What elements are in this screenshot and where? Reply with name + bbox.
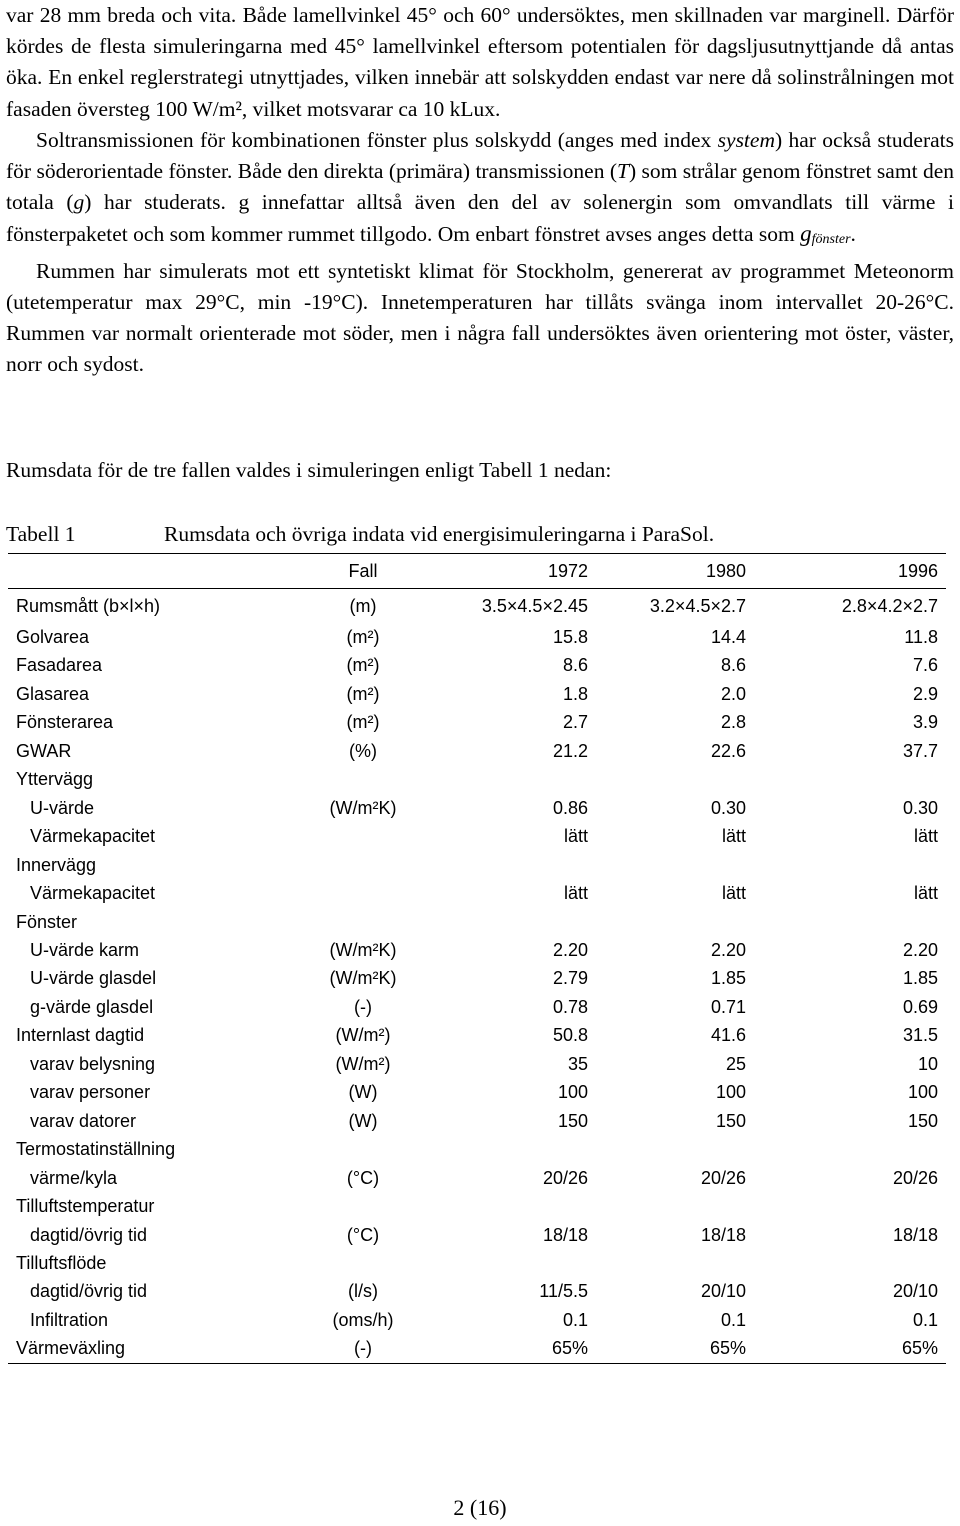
row-value-1972 — [438, 851, 596, 879]
row-value-1980: 0.30 — [710, 797, 746, 818]
row-value-1996 — [754, 1192, 946, 1220]
row-value-1996: 2.20 — [902, 939, 938, 960]
row-value-1972: 100 — [557, 1082, 588, 1103]
row-value-1996: 7.6 — [912, 655, 938, 676]
paragraph-2-text-e: . — [850, 222, 856, 247]
row-value-1980: 20/10 — [700, 1281, 746, 1302]
table-row — [8, 822, 946, 850]
row-unit: (m²) — [346, 627, 380, 647]
row-value-1980: 25 — [725, 1053, 746, 1074]
table-row — [8, 1192, 946, 1220]
row-value-1996 — [754, 1249, 946, 1277]
row-value-1996: lätt — [913, 883, 938, 904]
row-name: Värmeväxling — [8, 1334, 288, 1363]
row-value-1980 — [596, 1249, 754, 1277]
body-text — [6, 0, 954, 380]
row-value-1972: 11/5.5 — [539, 1281, 588, 1302]
row-value-1972: 65% — [438, 1334, 596, 1363]
table-row — [8, 879, 946, 907]
table-intro: Rumsdata för de tre fallen valdes i simuleringen enligt Tabell 1 nedan: — [6, 458, 612, 482]
row-value-1980 — [596, 908, 754, 936]
table-row — [8, 1107, 946, 1135]
row-value-1980 — [596, 851, 754, 879]
row-value-1980: 2.8 — [720, 712, 746, 733]
table-body — [8, 589, 946, 1364]
table-row — [8, 708, 946, 736]
row-value-1980: lätt — [721, 883, 746, 904]
row-unit — [288, 1249, 438, 1277]
row-value-1972: 35 — [567, 1053, 588, 1074]
row-unit — [288, 908, 438, 936]
paragraph-1: var 28 mm breda och vita. Både lamellvinkel 45° och 60° undersöktes, men skillnaden var marginell. Därför kördes de flesta simuleringarna med 45° lamellvinkel eftersom potentialen för dagsljusutnyttjande då antas öka. En enkel reglerstrategi utnyttjades, vilken innebär att solskydden endast var nere då solinstrålningen mot fasaden översteg 100 W/m², vilket motsvarar ca 10 kLux. — [6, 3, 954, 121]
table-row — [8, 765, 946, 793]
row-value-1996: lätt — [913, 826, 938, 847]
row-value-1996: 11.8 — [904, 627, 938, 647]
table-row — [8, 936, 946, 964]
header-1996: 1996 — [754, 554, 946, 589]
row-name: Fasadarea — [16, 655, 103, 676]
row-unit: (m²) — [346, 712, 380, 733]
row-value-1980: 20/26 — [700, 1167, 746, 1188]
table-row — [8, 651, 946, 679]
table-row — [8, 1021, 946, 1049]
table-row — [8, 1078, 946, 1106]
table-row — [8, 1221, 946, 1249]
row-value-1996 — [754, 765, 946, 793]
header-1980: 1980 — [596, 554, 754, 589]
row-value-1980: 22.6 — [710, 740, 746, 761]
symbol-g-fonster — [800, 221, 850, 246]
row-unit — [288, 1135, 438, 1163]
row-name: Internlast dagtid — [16, 1025, 145, 1046]
row-unit: (m²) — [346, 655, 380, 676]
row-name: Värmekapacitet — [30, 883, 156, 904]
row-value-1972: lätt — [563, 883, 588, 904]
row-unit: (l/s) — [348, 1281, 378, 1302]
row-value-1996: 0.69 — [902, 996, 938, 1017]
row-value-1996 — [754, 1135, 946, 1163]
row-value-1972 — [438, 1192, 596, 1220]
paragraph-2 — [6, 125, 954, 256]
table-caption-text: Rumsdata och övriga indata vid energisimuleringarna i ParaSol. — [164, 522, 715, 546]
row-unit: (m) — [349, 596, 377, 616]
row-value-1980 — [596, 1192, 754, 1220]
index-system: system — [717, 127, 775, 152]
row-unit: (oms/h) — [332, 1309, 394, 1330]
row-unit — [288, 1192, 438, 1220]
row-value-1996 — [754, 851, 946, 879]
table-row — [8, 794, 946, 822]
row-value-1996: 10 — [917, 1053, 938, 1074]
row-unit: (-) — [288, 1334, 438, 1363]
row-name: Golvarea — [16, 627, 90, 647]
symbol-g: g — [73, 190, 85, 215]
row-value-1972: 20/26 — [542, 1167, 588, 1188]
row-unit — [288, 822, 438, 850]
row-value-1972: 0.78 — [552, 996, 588, 1017]
row-unit: (W/m²K) — [329, 939, 397, 960]
row-name: GWAR — [16, 740, 72, 761]
header-fall: Fall — [288, 554, 438, 589]
row-value-1980: 2.0 — [720, 683, 746, 704]
row-value-1972: 15.8 — [552, 627, 588, 647]
row-value-1980: 2.20 — [710, 939, 746, 960]
table-row — [8, 1334, 946, 1363]
row-value-1980: 14.4 — [710, 627, 746, 647]
row-name: Glasarea — [16, 683, 90, 704]
row-unit: (-) — [354, 996, 372, 1017]
row-value-1996: 20/10 — [892, 1281, 938, 1302]
row-unit: (%) — [349, 740, 377, 761]
row-value-1980: 0.1 — [720, 1309, 746, 1330]
row-value-1996 — [754, 908, 946, 936]
row-name: U-värde — [30, 797, 95, 818]
paragraph-3: Rummen har simulerats mot ett syntetiskt klimat för Stockholm, genererat av programmet Meteonorm (utetemperatur max 29°C, min -19°C). Innetemperaturen har tillåts svänga inom intervallet 20-26°C. Rummen var normalt orienterade mot söder, men i några fall undersöktes även orientering mot öster, väster, norr och sydost. — [6, 258, 954, 377]
row-value-1972: 1.8 — [562, 683, 588, 704]
page-number: 2 (16) — [453, 1495, 507, 1520]
table-row — [8, 737, 946, 765]
row-value-1972 — [438, 1135, 596, 1163]
table-row — [8, 993, 946, 1021]
symbol-g-subscript: fönster — [811, 232, 851, 248]
row-unit — [288, 851, 438, 879]
row-value-1980: 18/18 — [700, 1224, 746, 1245]
row-unit: (W) — [348, 1082, 378, 1103]
row-name: U-värde glasdel — [30, 968, 157, 989]
row-name: Tilluftsflöde — [16, 1252, 107, 1273]
row-value-1980 — [596, 765, 754, 793]
row-value-1972: 18/18 — [542, 1224, 588, 1245]
row-value-1972: 150 — [557, 1110, 588, 1131]
paragraph-2-text-d: ) har studerats. g innefattar alltså även den del av solenergin som omvandlats till värme i fönsterpaketet och som kommer rummet tillgodo. Om enbart fönstret avses anges detta som — [6, 190, 954, 247]
row-value-1996: 0.1 — [912, 1309, 938, 1330]
row-value-1996: 0.30 — [902, 797, 938, 818]
row-name: Tilluftstemperatur — [16, 1196, 155, 1217]
row-unit: (W/m²K) — [329, 968, 397, 989]
table-row — [8, 1135, 946, 1163]
table-row — [8, 908, 946, 936]
row-value-1972: 8.6 — [562, 655, 588, 676]
row-value-1980: lätt — [721, 826, 746, 847]
symbol-T: T — [617, 159, 629, 184]
paragraph-2-text-b: ) har också studerats för söderorientade fönster. Både den direkta (primära) transmissionen ( — [6, 127, 954, 184]
row-value-1980: 8.6 — [720, 655, 746, 676]
paragraph-2-text-a: Soltransmissionen för kombinationen fönster plus solskydd (anges med index — [36, 127, 718, 152]
row-value-1972 — [438, 1249, 596, 1277]
row-unit: (W/m²) — [335, 1053, 391, 1074]
table-row — [8, 1277, 946, 1305]
row-unit — [288, 879, 438, 907]
row-name: dagtid/övrig tid — [30, 1281, 148, 1302]
rumsdata-table — [8, 553, 946, 1364]
row-value-1980 — [596, 1135, 754, 1163]
table-caption-label: Tabell 1 — [6, 522, 76, 546]
table-row — [8, 964, 946, 992]
row-value-1972: 2.20 — [552, 939, 588, 960]
row-value-1972 — [438, 765, 596, 793]
row-value-1980: 100 — [715, 1082, 746, 1103]
row-unit: (W/m²) — [335, 1025, 391, 1046]
row-unit: (°C) — [346, 1224, 380, 1245]
row-value-1980: 3.2×4.5×2.7 — [649, 596, 746, 616]
header-name — [8, 554, 288, 589]
row-unit: (W) — [348, 1110, 378, 1131]
header-1972: 1972 — [438, 554, 596, 589]
row-name: varav personer — [30, 1082, 151, 1103]
table-row — [8, 1050, 946, 1078]
row-name: Termostatinställning — [16, 1139, 176, 1160]
table-row — [8, 851, 946, 879]
row-value-1996: 65% — [754, 1334, 946, 1363]
row-name: Rumsmått (b×l×h) — [16, 596, 161, 616]
row-value-1996: 2.9 — [912, 683, 938, 704]
row-value-1972: 3.5×4.5×2.45 — [481, 596, 588, 616]
table-header-row — [8, 554, 946, 589]
table-row — [8, 680, 946, 708]
row-value-1996: 31.5 — [902, 1025, 938, 1046]
row-value-1996: 18/18 — [892, 1224, 938, 1245]
row-unit: (W/m²K) — [329, 797, 397, 818]
row-value-1996: 2.8×4.2×2.7 — [841, 596, 938, 616]
table-row — [8, 1164, 946, 1192]
row-value-1980: 65% — [596, 1334, 754, 1363]
row-value-1996: 3.9 — [912, 712, 938, 733]
table-row — [8, 623, 946, 651]
row-value-1996: 20/26 — [892, 1167, 938, 1188]
table-row — [8, 1306, 946, 1334]
row-name: Fönsterarea — [16, 712, 114, 733]
row-value-1996: 150 — [907, 1110, 938, 1131]
row-value-1980: 0.71 — [710, 996, 746, 1017]
row-name: Innervägg — [16, 854, 97, 875]
row-value-1996: 37.7 — [902, 740, 938, 761]
row-value-1980: 150 — [715, 1110, 746, 1131]
row-value-1996: 1.85 — [902, 968, 938, 989]
row-name: Infiltration — [30, 1309, 109, 1330]
row-value-1972: 0.1 — [562, 1309, 588, 1330]
row-value-1972: 2.79 — [552, 968, 588, 989]
row-unit — [288, 765, 438, 793]
row-value-1972: 2.7 — [562, 712, 588, 733]
row-name: varav belysning — [30, 1053, 156, 1074]
row-value-1972: 21.2 — [552, 740, 588, 761]
row-value-1972: 50.8 — [552, 1025, 588, 1046]
row-name: Fönster — [16, 911, 78, 932]
row-name: U-värde karm — [30, 939, 140, 960]
row-value-1980: 41.6 — [710, 1025, 746, 1046]
row-name: värme/kyla — [30, 1167, 118, 1188]
symbol-g-base: g — [800, 221, 812, 247]
row-name: Yttervägg — [16, 769, 94, 790]
row-value-1972: 0.86 — [552, 797, 588, 818]
row-unit: (m²) — [346, 683, 380, 704]
row-name: dagtid/övrig tid — [30, 1224, 148, 1245]
row-name: g-värde glasdel — [30, 996, 154, 1017]
paragraph-2-text-c: ) som strålar genom fönstret samt den totala ( — [6, 159, 954, 215]
row-value-1972: lätt — [563, 826, 588, 847]
row-value-1980: 1.85 — [710, 968, 746, 989]
row-value-1972 — [438, 908, 596, 936]
table-row — [8, 589, 946, 624]
row-name: Värmekapacitet — [30, 826, 156, 847]
row-name: varav datorer — [30, 1110, 137, 1131]
row-value-1996: 100 — [907, 1082, 938, 1103]
row-unit: (°C) — [346, 1167, 380, 1188]
table-row — [8, 1249, 946, 1277]
